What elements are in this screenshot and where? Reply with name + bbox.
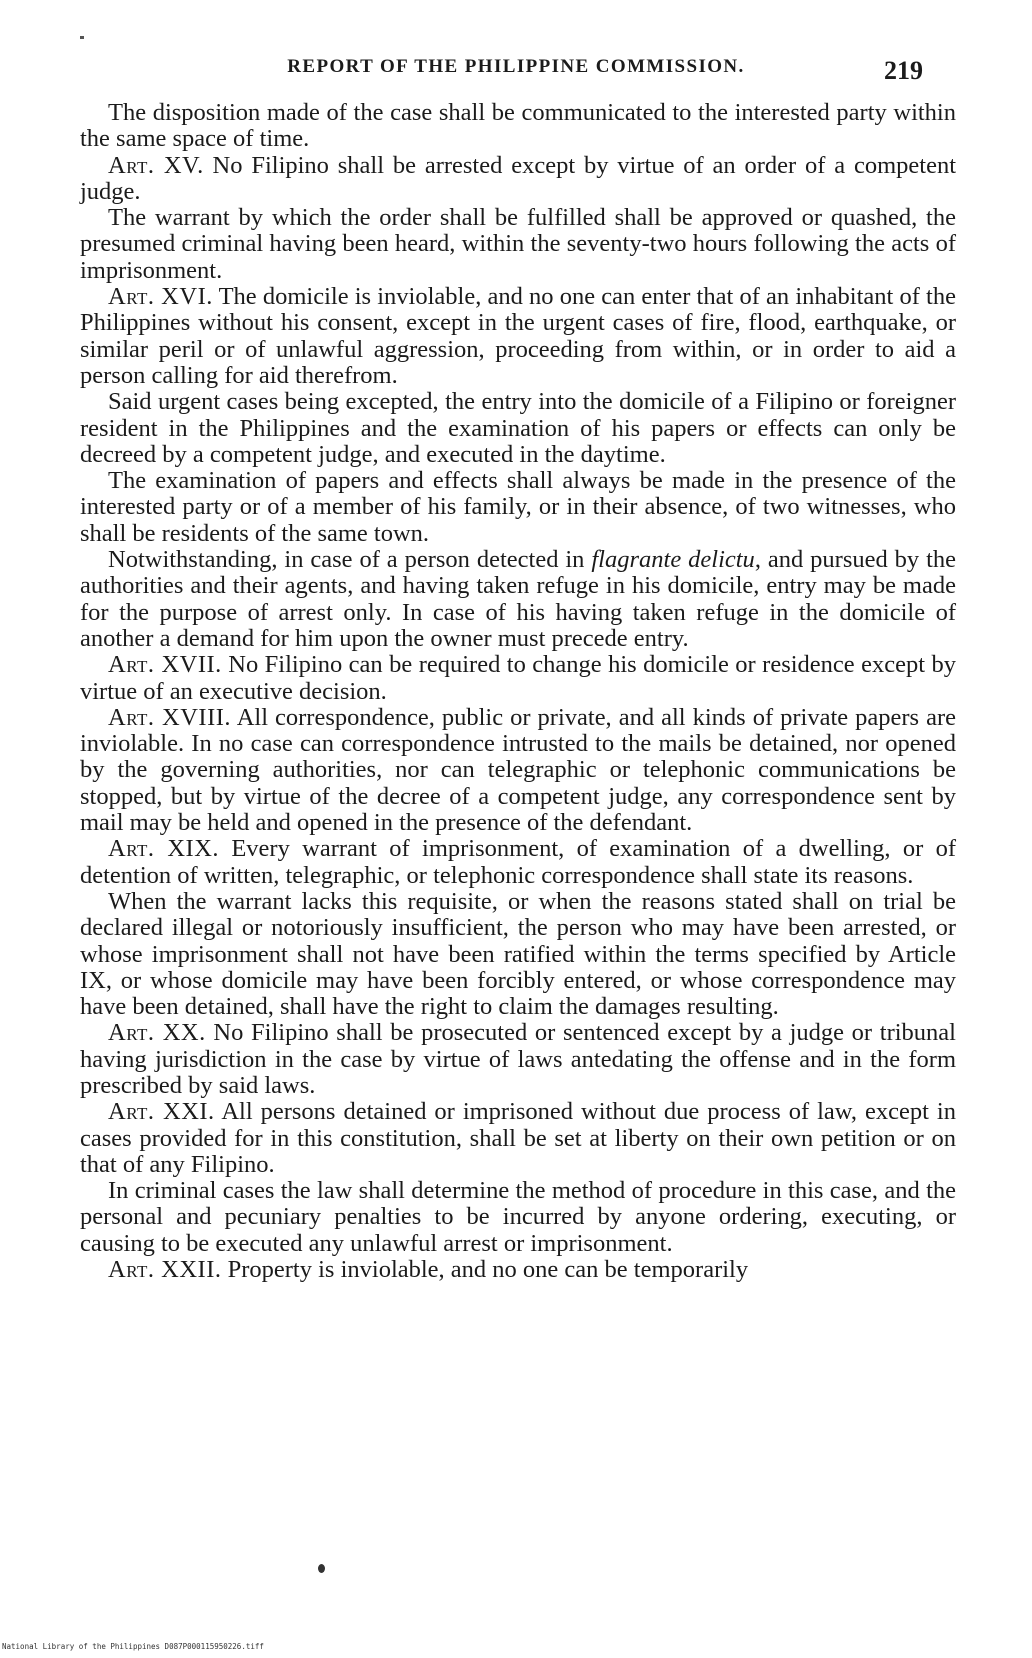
paragraph-text: No Filipino can be required to change his domicile or residence except by virtue of an executive decision.: [80, 651, 956, 705]
article-label: Art. XVII.: [108, 651, 222, 679]
paragraph-text: In criminal cases the law shall determine the method of procedure in this case, and the personal and pecuniary penalties to be incurred by anyone ordering, executing, or causing to be executed any unlawful arrest or imprisonment.: [80, 1177, 956, 1257]
paragraph-text: Every warrant of imprisonment, of examination of a dwelling, or of detention of written, telegraphic, or telephonic correspondence shall state its reasons.: [80, 835, 956, 889]
article-paragraph: [80, 153, 956, 206]
article-paragraph: [80, 652, 956, 705]
article-label: Art. XVI.: [108, 283, 213, 311]
ink-spot-mark: [318, 1564, 325, 1573]
paragraph: [80, 389, 956, 468]
paragraph-text: The disposition made of the case shall be communicated to the interested party within the same space of time.: [80, 99, 956, 153]
paragraph: [80, 547, 956, 652]
paragraph-text: Notwithstanding, in case of a person detected in: [108, 546, 592, 574]
paragraph-text: When the warrant lacks this requisite, or when the reasons stated shall on trial be declared illegal or notoriously insufficient, the person who may have been arrested, or whose imprisonment shall not have been ratified within the terms specified by Article IX, or whose domicile may have been forcibly entered, or whose correspondence may have been detained, shall have the right to claim the damages resulting.: [80, 887, 956, 1021]
article-paragraph: [80, 836, 956, 889]
paragraph-text: All persons detained or imprisoned without due process of law, except in cases provided for in this constitution, shall be set at liberty on their own petition or on that of any Filipino.: [80, 1098, 956, 1178]
paragraph-text: The domicile is inviolable, and no one can enter that of an inhabitant of the Philippines without his consent, except in the urgent cases of fire, flood, earthquake, or similar peril or of unlawful aggression, proceeding from within, or in order to aid a person calling for aid therefrom.: [80, 283, 956, 389]
article-paragraph: [80, 1257, 956, 1283]
running-head: REPORT OF THE PHILIPPINE COMMISSION.: [287, 56, 745, 77]
article-label: Art. XXII.: [108, 1256, 222, 1284]
paragraph-text: No Filipino shall be arrested except by virtue of an order of a competent judge.: [80, 151, 957, 205]
article-paragraph: [80, 1099, 956, 1178]
paragraph: [80, 889, 956, 1020]
paragraph-text: The warrant by which the order shall be fulfilled shall be approved or quashed, the presumed criminal having been heard, within the seventy-two hours following the acts of imprisonment.: [80, 204, 956, 284]
paragraph-text: The examination of papers and effects shall always be made in the presence of the interested party or of a member of his family, or in their absence, of two witnesses, who shall be residents of the same town.: [80, 467, 956, 547]
article-paragraph: [80, 705, 956, 836]
article-label: Art. XVIII.: [108, 703, 232, 731]
scan-footer-note: National Library of the Philippines D087P000115950226.tiff: [2, 1642, 264, 1651]
paragraph-text: All correspondence, public or private, and all kinds of private papers are inviolable. In no case can correspondence intrusted to the mails be detained, nor opened by the governing authorities, nor can telegraphic or telephonic communications be stopped, but by virtue of the decree of a competent judge, any correspondence sent by mail may be held and opened in the presence of the defendant.: [80, 703, 957, 837]
paragraph-text: , and pursued by the authorities and their agents, and having taken refuge in his domicile, entry may be made for the purpose of arrest only. In case of his having taken refuge in the domicile of another a demand for him upon the owner must precede entry.: [80, 546, 957, 652]
paragraph: [80, 1178, 956, 1257]
article-paragraph: [80, 1020, 956, 1099]
article-label: Art. XIX.: [108, 835, 220, 863]
body-text: [80, 100, 956, 1283]
article-label: Art. XV.: [108, 151, 204, 179]
page-number: 219: [884, 56, 923, 85]
paragraph-text: Property is inviolable, and no one can be temporarily: [221, 1256, 749, 1284]
paragraph: [80, 468, 956, 547]
article-label: Art. XXI.: [108, 1098, 215, 1126]
article-paragraph: [80, 284, 956, 389]
paragraph-text: Said urgent cases being excepted, the entry into the domicile of a Filipino or foreigner resident in the Philippines and the examination of his papers or effects can only be decreed by a competent judge, and executed in the daytime.: [80, 388, 956, 468]
paragraph-text: No Filipino shall be prosecuted or sentenced except by a judge or tribunal having jurisdiction in the case by virtue of laws antedating the offense and in the form prescribed by said laws.: [80, 1019, 956, 1099]
margin-tick-mark: [80, 36, 84, 39]
italic-phrase: flagrante delictu: [591, 546, 755, 574]
paragraph: [80, 205, 956, 284]
paragraph: [80, 100, 956, 153]
article-label: Art. XX.: [108, 1019, 206, 1047]
